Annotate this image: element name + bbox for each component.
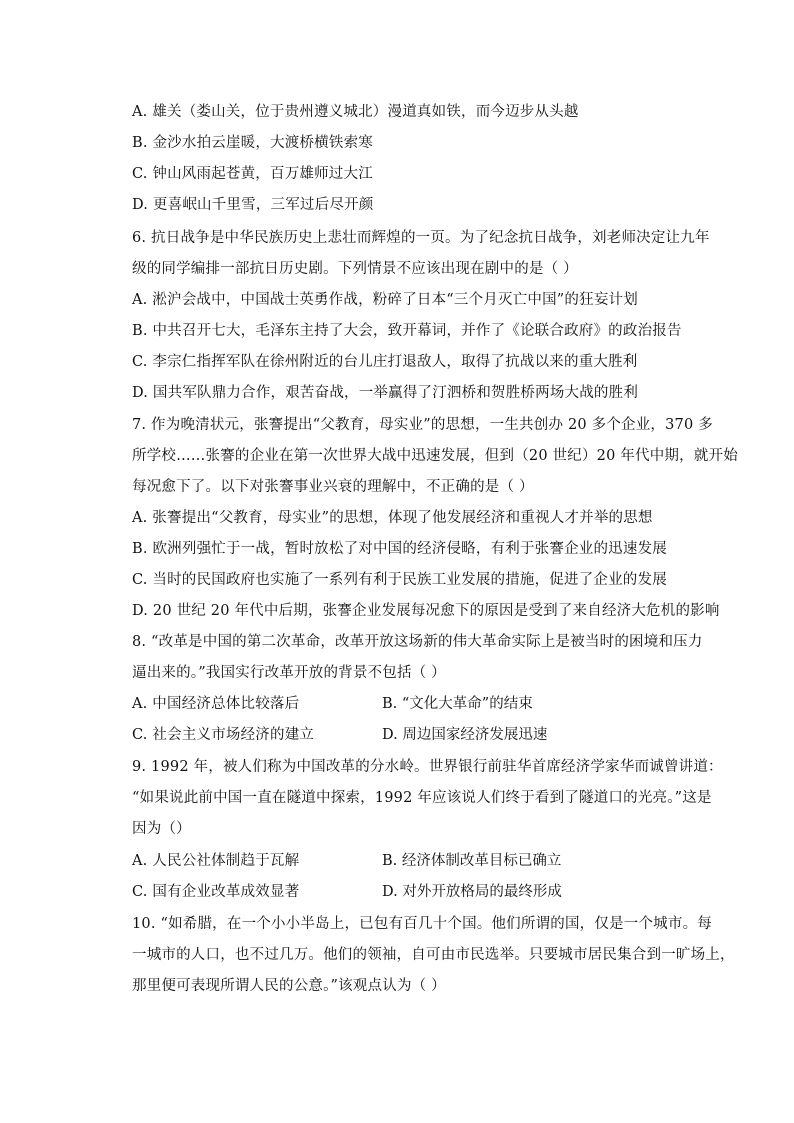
q5-option-c: C. 钟山风雨起苍黄，百万雄师过大江 — [132, 166, 373, 182]
q7-option-a: A. 张謇提出“父教育，母实业”的思想，体现了他发展经济和重视人才并举的思想 — [132, 510, 653, 526]
q6-option-a: A. 淞沪会战中，中国战士英勇作战，粉碎了日本“三个月灭亡中国”的狂妄计划 — [132, 292, 638, 308]
q6-stem-line-2: 级的同学编排一部抗日历史剧。下列情景不应该出现在剧中的是（ ） — [132, 261, 578, 277]
q5-option-b: B. 金沙水拍云崖暖，大渡桥横铁索寒 — [132, 135, 373, 151]
q8-option-b: B. “文化大革命”的结束 — [382, 696, 533, 712]
q7-stem-line-1: 7. 作为晚清状元，张謇提出“父教育，母实业”的思想，一生共创办 20 多个企业，370 多 — [132, 417, 713, 433]
q9-stem-line-1: 9. 1992 年，被人们称为中国改革的分水岭。世界银行前驻华首席经济学家华而诚曾讲道： — [132, 759, 723, 775]
q7-option-c: C. 当时的民国政府也实施了一系列有利于民族工业发展的措施，促进了企业的发展 — [132, 572, 667, 588]
q9-stem-line-3: 因为（） — [132, 821, 191, 837]
q8-stem-line-2: 逼出来的。”我国实行改革开放的背景不包括（ ） — [132, 665, 446, 681]
q6-option-c: C. 李宗仁指挥军队在徐州附近的台儿庄打退敌人，取得了抗战以来的重大胜利 — [132, 354, 638, 370]
q9-option-d: D. 对外开放格局的最终形成 — [382, 884, 562, 900]
q7-stem-line-3: 每况愈下了。以下对张謇事业兴衰的理解中，不正确的是（ ） — [132, 479, 534, 495]
q6-option-d: D. 国共军队鼎力合作，艰苦奋战，一举赢得了汀泗桥和贺胜桥两场大战的胜利 — [132, 385, 639, 401]
q9-stem-line-2: “如果说此前中国一直在隧道中探索，1992 年应该说人们终于看到了隧道口的光亮。”这是 — [132, 790, 712, 806]
q5-option-a: A. 雄关（娄山关，位于贵州遵义城北）漫道真如铁，而今迈步从头越 — [132, 104, 579, 120]
q7-option-d: D. 20 世纪 20 年代中后期，张謇企业发展每况愈下的原因是受到了来自经济大危机的影响 — [132, 603, 720, 619]
q5-option-d: D. 更喜岷山千里雪，三军过后尽开颜 — [132, 197, 374, 213]
q10-stem-line-2: 一城市的人口，也不过几万。他们的领袖，自可由市民选举。只要城市居民集合到一旷场上， — [132, 947, 735, 963]
q8-option-d: D. 周边国家经济发展迅速 — [382, 727, 548, 743]
q9-option-b: B. 经济体制改革目标已确立 — [382, 853, 562, 869]
q7-option-b: B. 欧洲列强忙于一战，暂时放松了对中国的经济侵略，有利于张謇企业的迅速发展 — [132, 541, 667, 557]
q8-option-c: C. 社会主义市场经济的建立 — [132, 727, 315, 743]
q8-stem-line-1: 8. “改革是中国的第二次革命，改革开放这场新的伟大革命实际上是被当时的困境和压力 — [132, 634, 703, 650]
q6-option-b: B. 中共召开七大，毛泽东主持了大会，致开幕词，并作了《论联合政府》的政治报告 — [132, 323, 682, 339]
q8-option-a: A. 中国经济总体比较落后 — [132, 696, 300, 712]
q9-option-c: C. 国有企业改革成效显著 — [132, 884, 300, 900]
q7-stem-line-2: 所学校……张謇的企业在第一次世界大战中迅速发展，但到（20 世纪）20 年代中期，就开始 — [132, 448, 738, 464]
q9-option-a: A. 人民公社体制趋于瓦解 — [132, 853, 300, 869]
q10-stem-line-1: 10. “如希腊，在一个小小半岛上，已包有百几十个国。他们所谓的国，仅是一个城市。每 — [132, 916, 712, 932]
q6-stem-line-1: 6. 抗日战争是中华民族历史上悲壮而辉煌的一页。为了纪念抗日战争，刘老师决定让九年 — [132, 230, 710, 246]
q10-stem-line-3: 那里便可表现所谓人民的公意。”该观点认为（ ） — [132, 978, 446, 994]
